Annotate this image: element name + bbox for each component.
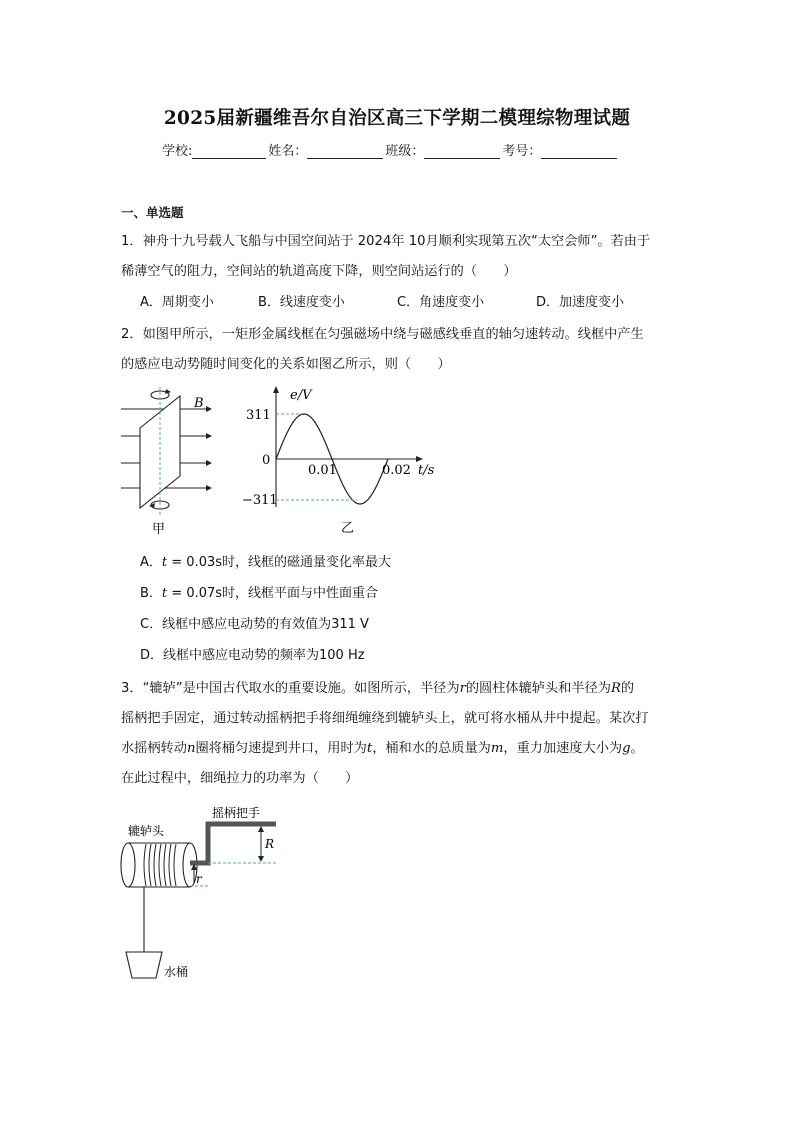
q1-line2: 稀薄空气的阻力，空间站的轨道高度下降，则空间站运行的（ ） [121,264,517,279]
q2-option-c: C．线框中感应电动势的有效值为311 V [140,617,369,632]
drum-left-end [121,843,135,887]
q1-option-d: D．加速度变小 [536,295,625,310]
y-tick-neg311: −311 [242,493,278,508]
x-tick-001: 0.01 [308,463,337,478]
figure-rotating-coil [118,385,218,537]
name-blank [307,145,383,159]
bucket [126,952,162,978]
figure-right-caption: 乙 [341,521,355,536]
y-tick-311: 311 [246,408,271,423]
q2-option-b: B．t = 0.07s时，线框平面与中性面重合 [140,586,379,601]
student-info-line [162,140,619,159]
figure-left-caption: 甲 [152,522,166,537]
q2-line1: 2．如图甲所示，一矩形金属线框在匀强磁场中绕与磁感线垂直的轴匀速转动。线框中产生 [121,327,644,342]
drum-label: 辘轳头 [128,824,165,838]
school-label: 学校: [162,144,193,159]
handle-label: 摇柄把手 [212,806,261,820]
r-label: r [196,872,202,886]
q2-line2: 的感应电动势随时间变化的关系如图乙所示，则（ ） [121,357,451,372]
R-label: R [265,837,275,851]
page-title: 2025届新疆维吾尔自治区高三下学期二模理综物理试题 [163,108,631,129]
school-blank [192,145,266,159]
x-tick-002: 0.02 [382,463,411,478]
bucket-label: 水桶 [164,965,189,979]
number-label: 考号： [502,144,542,159]
q3-line4: 在此过程中，细绳拉力的功率为（ ） [121,771,359,786]
q1-option-b: B．线速度变小 [258,295,345,310]
q3-line2: 摇柄把手固定，通过转动摇柄把手将细绳缠绕到辘轳头上，就可将水桶从井中提起。某次打 [121,711,649,726]
x-axis-label: t/s [418,463,435,478]
q2-option-a: A．t = 0.03s时，线框的磁通量变化率最大 [140,555,392,570]
figure-emf-graph [240,383,450,541]
q1-option-c: C．角速度变小 [397,295,485,310]
y-tick-0: 0 [262,453,271,468]
name-label: 姓名： [268,144,308,159]
q2-option-d: D．线框中感应电动势的频率为100 Hz [140,648,365,663]
q1-option-a: A．周期变小 [140,295,214,310]
section-heading: 一、单选题 [121,205,184,220]
q1-line1: 1．神舟十九号载人飞船与中国空间站于 2024年 10月顺利实现第五次“太空会师”。若由于 [121,234,651,249]
class-blank [424,145,500,159]
b-field-label: B [194,396,204,411]
q3-line1: 3．“辘轳”是中国古代取水的重要设施。如图所示，半径为r的圆柱体辘轳头和半径为R的 [121,681,635,696]
number-blank [541,145,617,159]
y-axis-label: e/V [290,388,312,403]
class-label: 班级： [385,144,425,159]
q3-line3: 水摇柄转动n圈将桶匀速提到井口，用时为t，桶和水的总质量为m，重力加速度大小为g。 [121,741,644,756]
figure-windlass [118,800,288,992]
